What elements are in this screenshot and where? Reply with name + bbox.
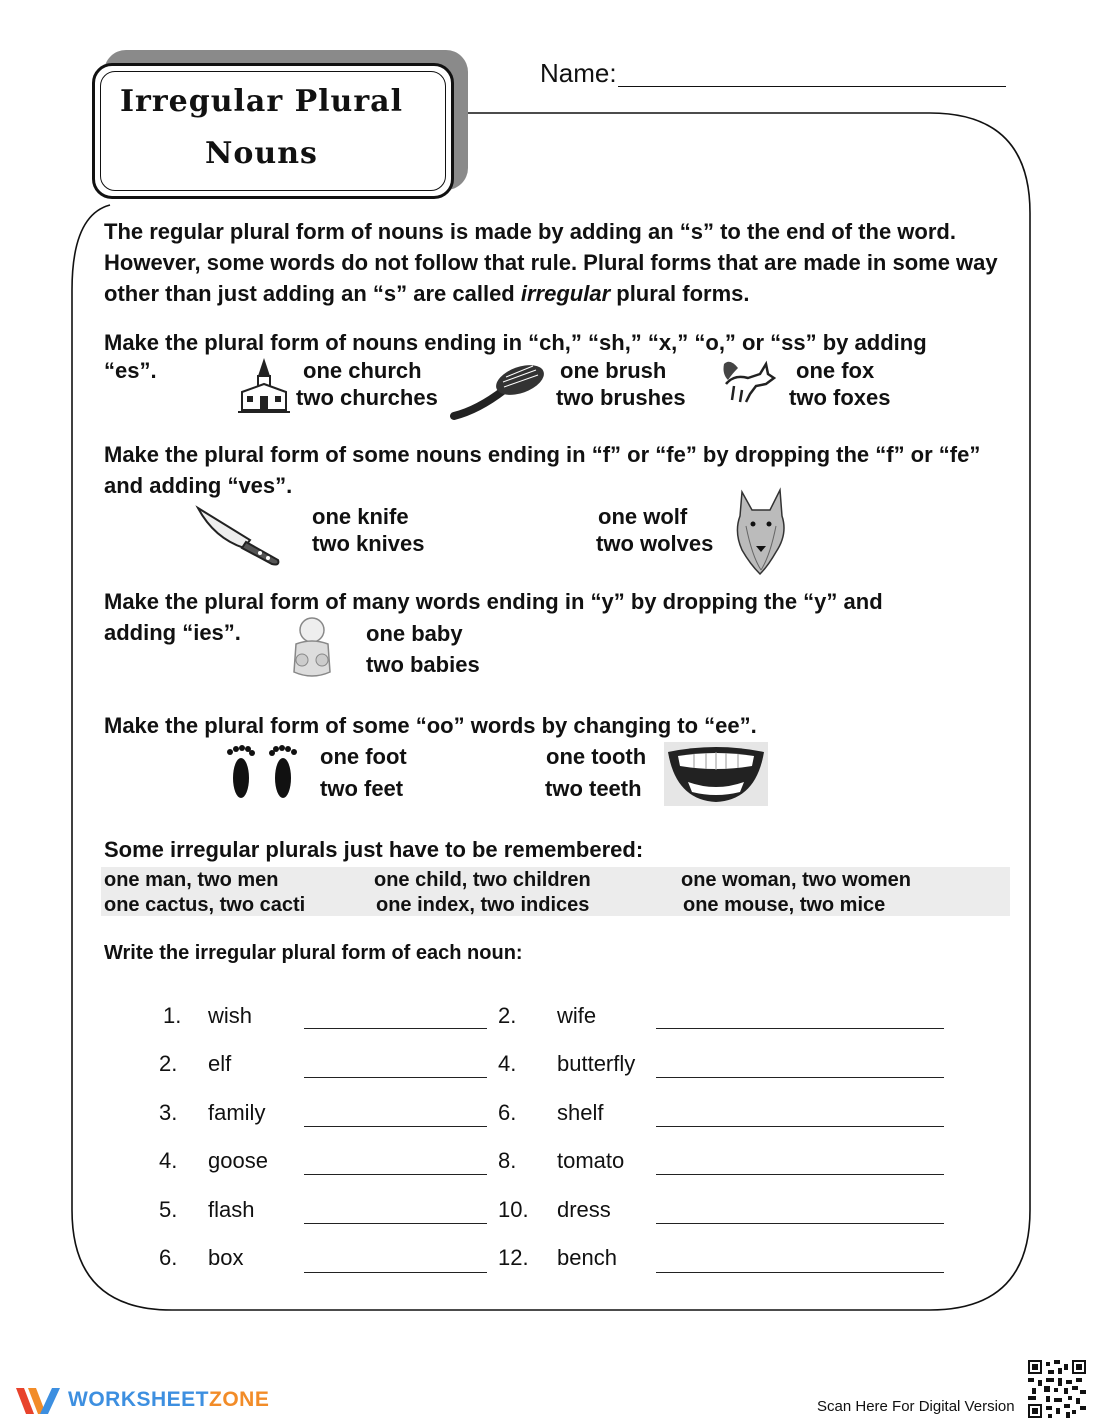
item-number: 6. — [498, 1100, 517, 1125]
item-word: wish — [208, 1003, 253, 1028]
remember-cell: one man, two men — [104, 869, 279, 891]
fox-two: two foxes — [789, 385, 891, 410]
remember-heading: Some irregular plurals just have to be remembered: — [104, 837, 644, 862]
baby-icon — [284, 614, 340, 682]
rule-ies-text-2: adding “ies”. — [104, 620, 241, 645]
rule-ee-text: Make the plural form of some “oo” words by changing to “ee”. — [104, 713, 757, 738]
footprints-icon — [222, 744, 300, 802]
title-box — [92, 63, 454, 199]
fox-one: one fox — [796, 358, 875, 383]
brush-two: two brushes — [556, 385, 686, 410]
item-number: 8. — [498, 1148, 517, 1173]
remember-cell: one child, two children — [374, 869, 591, 891]
brand-name-part1: WORKSHEET — [68, 1388, 209, 1411]
scan-text: Scan Here For Digital Version — [817, 1398, 1015, 1415]
item-word: tomato — [557, 1148, 625, 1173]
item-word: wife — [557, 1003, 597, 1028]
intro-paragraph — [104, 216, 1004, 309]
knife-icon — [194, 504, 284, 568]
item-word: family — [208, 1100, 266, 1125]
item-number: 3. — [159, 1100, 178, 1125]
rule-es-text: Make the plural form of nouns ending in “ch,” “sh,” “x,” “o,” or “ss” by adding — [104, 330, 927, 355]
item-number: 1. — [163, 1003, 182, 1028]
answer-blank[interactable] — [656, 1174, 944, 1175]
remember-cell: one index, two indices — [376, 894, 590, 916]
answer-blank[interactable] — [304, 1223, 487, 1224]
brand-name — [68, 1388, 269, 1412]
church-icon — [238, 356, 290, 414]
item-word: bench — [557, 1245, 617, 1270]
baby-two: two babies — [366, 652, 480, 677]
fox-icon — [720, 356, 776, 406]
wolf-two: two wolves — [596, 531, 714, 556]
brush-one: one brush — [560, 358, 667, 383]
church-one: one church — [303, 358, 422, 383]
answer-blank[interactable] — [304, 1126, 487, 1127]
name-blank[interactable] — [618, 86, 1006, 87]
item-word: box — [208, 1245, 244, 1270]
church-two: two churches — [296, 385, 438, 410]
item-word: shelf — [557, 1100, 604, 1125]
intro-text: The regular plural form of nouns is made by adding an “s” to the end of the word. However, some words do not follow that rule. Plural forms that are made in some way other than just adding an “s” are called — [104, 219, 998, 306]
worksheetzone-logo-icon — [14, 1384, 62, 1418]
knife-one: one knife — [312, 504, 409, 529]
answer-blank[interactable] — [656, 1028, 944, 1029]
title-line-1: Irregular Plural — [120, 84, 404, 119]
intro-emphasis: irregular — [520, 281, 611, 306]
item-word: elf — [208, 1051, 232, 1076]
wolf-icon — [732, 486, 790, 578]
answer-blank[interactable] — [656, 1272, 944, 1273]
item-word: goose — [208, 1148, 268, 1173]
answer-blank[interactable] — [304, 1272, 487, 1273]
item-number: 4. — [498, 1051, 517, 1076]
answer-blank[interactable] — [304, 1028, 487, 1029]
intro-end: plural forms. — [610, 281, 750, 306]
item-number: 12. — [498, 1245, 529, 1270]
remember-cell: one woman, two women — [681, 869, 912, 891]
item-number: 10. — [498, 1197, 529, 1222]
title-line-2: Nouns — [205, 136, 318, 171]
wolf-one: one wolf — [598, 504, 688, 529]
tooth-one: one tooth — [546, 744, 647, 769]
remember-cell: one cactus, two cacti — [104, 894, 306, 916]
answer-blank[interactable] — [656, 1126, 944, 1127]
remember-cell: one mouse, two mice — [683, 894, 886, 916]
item-number: 4. — [159, 1148, 178, 1173]
item-word: butterfly — [557, 1051, 636, 1076]
baby-one: one baby — [366, 621, 463, 646]
rule-ves-text: Make the plural form of some nouns ending in “f” or “fe” by dropping the “f” or “fe” and adding “ves”. — [104, 442, 981, 498]
brand-name-part2: ZONE — [209, 1388, 270, 1411]
item-number: 2. — [159, 1051, 178, 1076]
item-number: 2. — [498, 1003, 517, 1028]
answer-blank[interactable] — [656, 1077, 944, 1078]
knife-two: two knives — [312, 531, 425, 556]
foot-two: two feet — [320, 776, 404, 801]
teeth-icon — [664, 742, 768, 806]
item-word: dress — [557, 1197, 611, 1222]
item-number: 6. — [159, 1245, 178, 1270]
brush-icon — [448, 360, 548, 422]
item-word: flash — [208, 1197, 255, 1222]
answer-blank[interactable] — [304, 1174, 487, 1175]
rule-ies-text: Make the plural form of many words ending in “y” by dropping the “y” and — [104, 589, 883, 614]
exercise-instruction: Write the irregular plural form of each noun: — [104, 942, 523, 964]
qr-code-icon[interactable] — [1028, 1360, 1086, 1418]
tooth-two: two teeth — [545, 776, 642, 801]
rule-es-text-2: “es”. — [104, 358, 157, 383]
answer-blank[interactable] — [304, 1077, 487, 1078]
foot-one: one foot — [320, 744, 407, 769]
name-label: Name: — [540, 58, 617, 88]
item-number: 5. — [159, 1197, 178, 1222]
answer-blank[interactable] — [656, 1223, 944, 1224]
